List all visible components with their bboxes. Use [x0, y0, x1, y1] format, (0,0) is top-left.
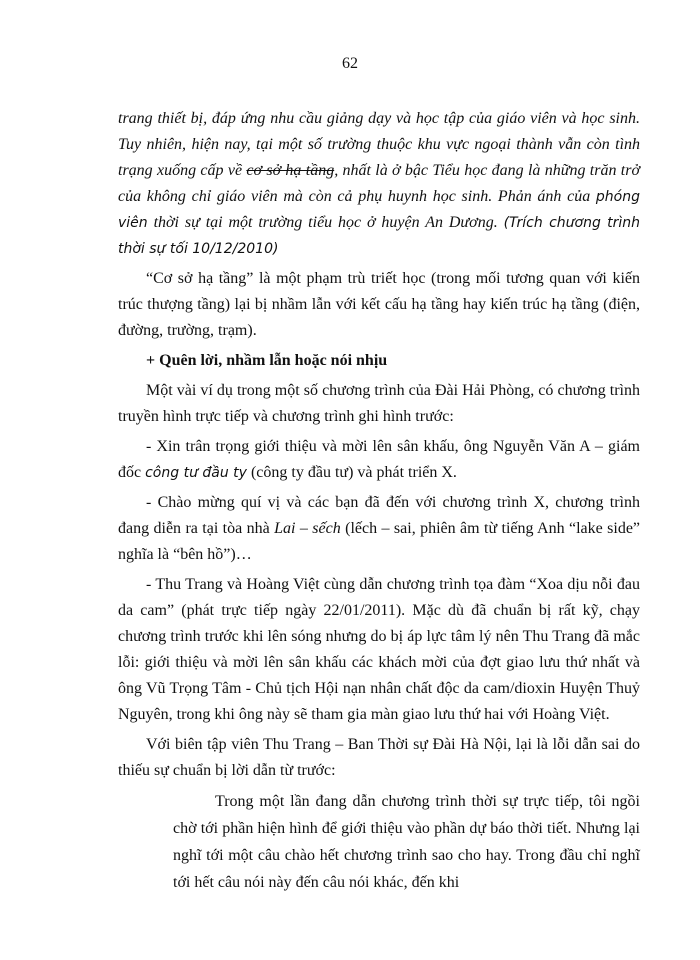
paragraph: Với biên tập viên Thu Trang – Ban Thời sự Đài Hà Nội, lại là lỗi dẫn sai do thiếu sự chuẩn bị lời dẫn từ trước: — [118, 736, 640, 779]
quote-part: còn tình trạng xuống cấp về — [118, 136, 641, 179]
paragraph: Một vài ví dụ trong một số chương trình của Đài Hải Phòng, có chương trình truyền hình trực tiếp và chương trình ghi hình trước: — [118, 382, 640, 425]
quote-citation: (Trích chương trình thời sự tối 10/12/2010) — [118, 215, 641, 257]
intro-quote — [118, 106, 640, 262]
paragraph: “Cơ sở hạ tầng” là một phạm trù triết học (trong mối tương quan với kiến trúc thượng tầng) lại bị nhầm lẫn với kết cấu hạ tầng hay kiến trúc hạ tầng (điện, đường, trường, trạm). — [118, 270, 640, 339]
example-item — [118, 490, 640, 568]
example-item: - Thu Trang và Hoàng Việt cùng dẫn chương trình tọa đàm “Xoa dịu nỗi đau da cam” (phát trực tiếp ngày 22/01/2011). Mặc dù đã chuẩn bị rất kỹ, chạy chương trình trước khi lên sóng nhưng do bị áp lực tâm lý nên Thu Trang đã mắc lỗi: giới thiệu và mời lên sân khấu các khách mời của đợt giao lưu thứ nhất và ông Vũ Trọng Tâm - Chủ tịch Hội nạn nhân chất độc da cam/dioxin Huyện Thuỷ Nguyên, trong khi ông này sẽ tham gia màn giao lưu thứ hai với Hoàng Việt. — [118, 576, 640, 723]
block-quote: Trong một lần đang dẫn chương trình thời sự trực tiếp, tôi ngồi chờ tới phần hiện hình để giới thiệu vào phần dự báo thời tiết. Nhưng lại nghĩ tới một câu chào hết chương trình sao cho hay. Trong đầu chỉ nghĩ tới hết câu nói này đến câu nói khác, đến khi — [173, 793, 640, 891]
quote-part: trang thiết bị, đáp ứng nhu cầu giảng dạy và học tập của giáo viên và học sinh. Tuy nhiên, hiện nay, tại một số trường — [118, 110, 640, 153]
example-text: (lếch – sai, phiên âm từ tiếng Anh “lake side” nghĩa là “bên hồ”)… — [118, 520, 641, 563]
example-error-phrase: Lai – sếch — [274, 520, 341, 537]
quote-part: tiểu học ở huyện An Dương. — [308, 214, 498, 231]
quote-part: thuộc khu vực ngoại thành vẫn — [376, 136, 582, 153]
quote-part: thời sự tại một trường — [153, 214, 303, 231]
example-item — [118, 434, 640, 486]
quote-inserted-text: phóng viên — [118, 189, 640, 231]
example-text: (công ty đầu tư) và phát triển X. — [250, 464, 457, 481]
page-content — [118, 106, 640, 896]
quote-struck-term: cơ sở hạ tầng — [246, 162, 335, 179]
quote-part: , nhất là ở bậc Tiểu học đang là những trăn trở của không chỉ giáo viên mà còn cả phụ huynh học sinh. Phản ánh của — [118, 162, 641, 205]
section-heading: + Quên lời, nhầm lẫn hoặc nói nhịu — [146, 352, 388, 369]
example-error-phrase: công tư đầu ty — [145, 465, 247, 481]
example-text: - Xin trân trọng giới thiệu và mời lên sân khấu, ông Nguyễn Văn A – giám đốc — [118, 438, 640, 481]
example-text: - Chào mừng quí vị và các bạn đã đến với chương trình X, chương trình đang diễn ra tại tòa nhà — [118, 494, 640, 537]
page-number: 62 — [342, 55, 358, 72]
